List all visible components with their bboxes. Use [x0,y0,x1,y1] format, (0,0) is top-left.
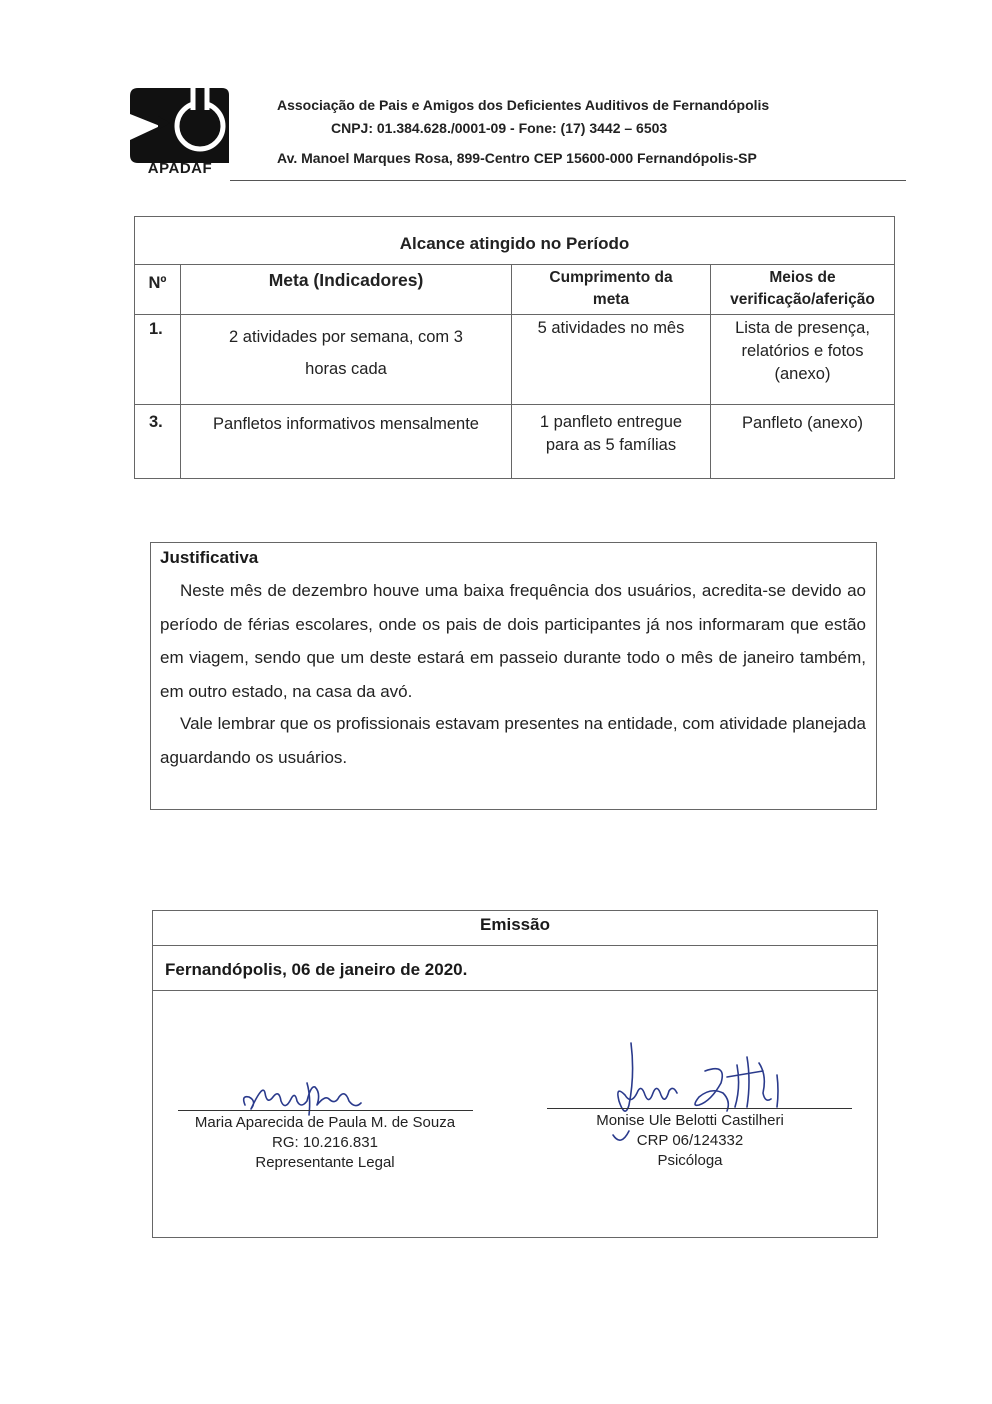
col-header-meta: Meta (Indicadores) [268,270,424,290]
col-header-meios: Meios de verificação/aferição [730,269,875,308]
row-1-cumprimento: 5 atividades no mês [537,319,685,337]
col-header-n: Nº [148,274,167,292]
signature-1-block [160,1113,490,1173]
signature-2-line [547,1108,852,1109]
org-name: Associação de Pais e Amigos dos Deficientes Auditivos de Fernandópolis [277,97,770,113]
table-rule [135,264,894,265]
justificativa-paragraph-2: Vale lembrar que os profissionais estavam presentes na entidade, com atividade planejada aguardando os usuários. [160,714,866,767]
table-title: Alcance atingido no Período [399,234,630,253]
ear-logo-icon [130,88,230,163]
row-2-meta: Panfletos informativos mensalmente [213,415,479,433]
table-rule [135,314,894,315]
row-1-number: 1. [149,320,163,338]
cnpj-line: CNPJ: 01.384.628./0001-09 - Fone: (17) 3442 – 6503 [331,120,668,136]
row-2-meios: Panfleto (anexo) [741,414,864,432]
signature-2-name: Monise Ule Belotti Castilheri [596,1112,784,1129]
emissao-date: Fernandópolis, 06 de janeiro de 2020. [165,960,468,979]
emissao-rule [153,990,877,991]
row-1-meta: 2 atividades por semana, com 3 horas cada [229,328,463,378]
header-divider [230,180,906,181]
signature-1-role: Representante Legal [255,1154,395,1171]
signature-2-block [530,1111,850,1171]
signature-1-name: Maria Aparecida de Paula M. de Souza [194,1114,456,1131]
row-2-cumprimento: 1 panfleto entregue para as 5 famílias [539,413,683,454]
justificativa-title: Justificativa [160,548,259,567]
logo-wordmark: APADAF [147,160,213,177]
signature-1-id: RG: 10.216.831 [272,1134,378,1151]
row-1-meios: Lista de presença, relatórios e fotos (anexo) [735,319,870,383]
row-2-number: 3. [149,413,163,431]
signature-2-role: Psicóloga [657,1152,723,1169]
justificativa-paragraph-1: Neste mês de dezembro houve uma baixa frequência dos usuários, acredita-se devido ao período de férias escolares, onde os pais de dois participantes já nos informaram que estão em viagem, sendo que um deste estará em passeio durante todo o mês de janeiro também, em outro estado, na casa da avó. [160,581,866,701]
signature-1-line [178,1110,473,1111]
signature-2-id: CRP 06/124332 [636,1132,744,1149]
address-line: Av. Manoel Marques Rosa, 899-Centro CEP 15600-000 Fernandópolis-SP [277,150,757,166]
alcance-table [134,216,895,479]
emissao-rule [153,945,877,946]
col-header-cumprimento: Cumprimento da meta [549,269,673,308]
table-rule [135,404,894,405]
emissao-title: Emissão [480,915,550,934]
